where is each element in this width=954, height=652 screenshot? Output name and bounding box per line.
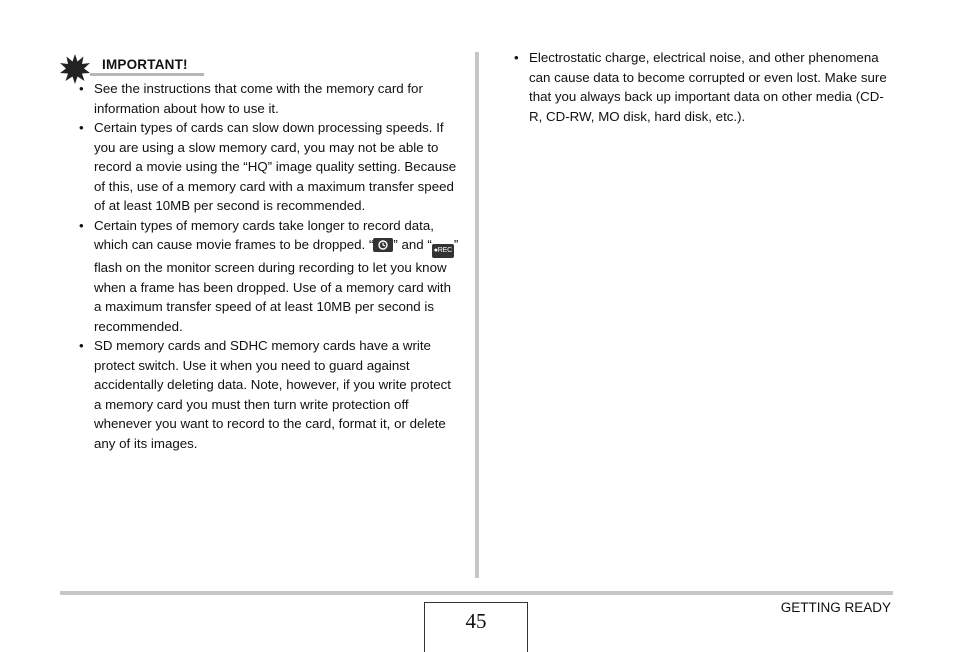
list-item: • Certain types of cards can slow down processing speeds. If you are using a slow memory card, you may not be able to record a movie using the “HQ” image quality setting. Because of this, use of a memory card with a maximum transfer speed of at least 10MB per second is recommended. (60, 118, 460, 216)
notes-list (495, 48, 895, 126)
section-label[interactable]: GETTING READY (780, 600, 891, 615)
memory-card-busy-icon (373, 238, 393, 252)
text-segment: ” flash on the monitor screen during recording to let you know when a frame has been dropped. Use of a memory card with a maximum transfer speed of at least 10MB per second is recommended. (94, 237, 459, 334)
list-item (60, 216, 460, 337)
important-heading (60, 52, 460, 78)
page-number-box (424, 602, 528, 652)
right-column (495, 48, 895, 126)
heading-underline (90, 73, 204, 76)
text-segment: Certain types of memory cards take longer to record data, which can cause movie frames to be dropped. “ (94, 217, 434, 252)
important-title: IMPORTANT! (102, 57, 188, 72)
column-divider (475, 52, 479, 578)
list-item: • See the instructions that come with the memory card for information about how to use it. (60, 79, 460, 118)
footer-rule (60, 591, 893, 595)
text-segment: ” and “ (393, 237, 432, 252)
list-item: • SD memory cards and SDHC memory cards have a write protect switch. Use it when you need to guard against accidentally deleting data. Note, however, if you write protect a memory card you must then turn write protection off whenever you want to record to the card, format it, or delete any of its images. (60, 336, 460, 453)
important-list (60, 79, 460, 453)
list-item: • Electrostatic charge, electrical noise, and other phenomena can cause data to become corrupted or even lost. Make sure that you always back up important data on other media (CD-R, CD-RW, MO disk, hard disk, etc.). (495, 48, 895, 126)
page-number: 45 (465, 609, 487, 633)
important-section (60, 52, 460, 453)
rec-indicator-icon: ●REC (432, 244, 454, 258)
